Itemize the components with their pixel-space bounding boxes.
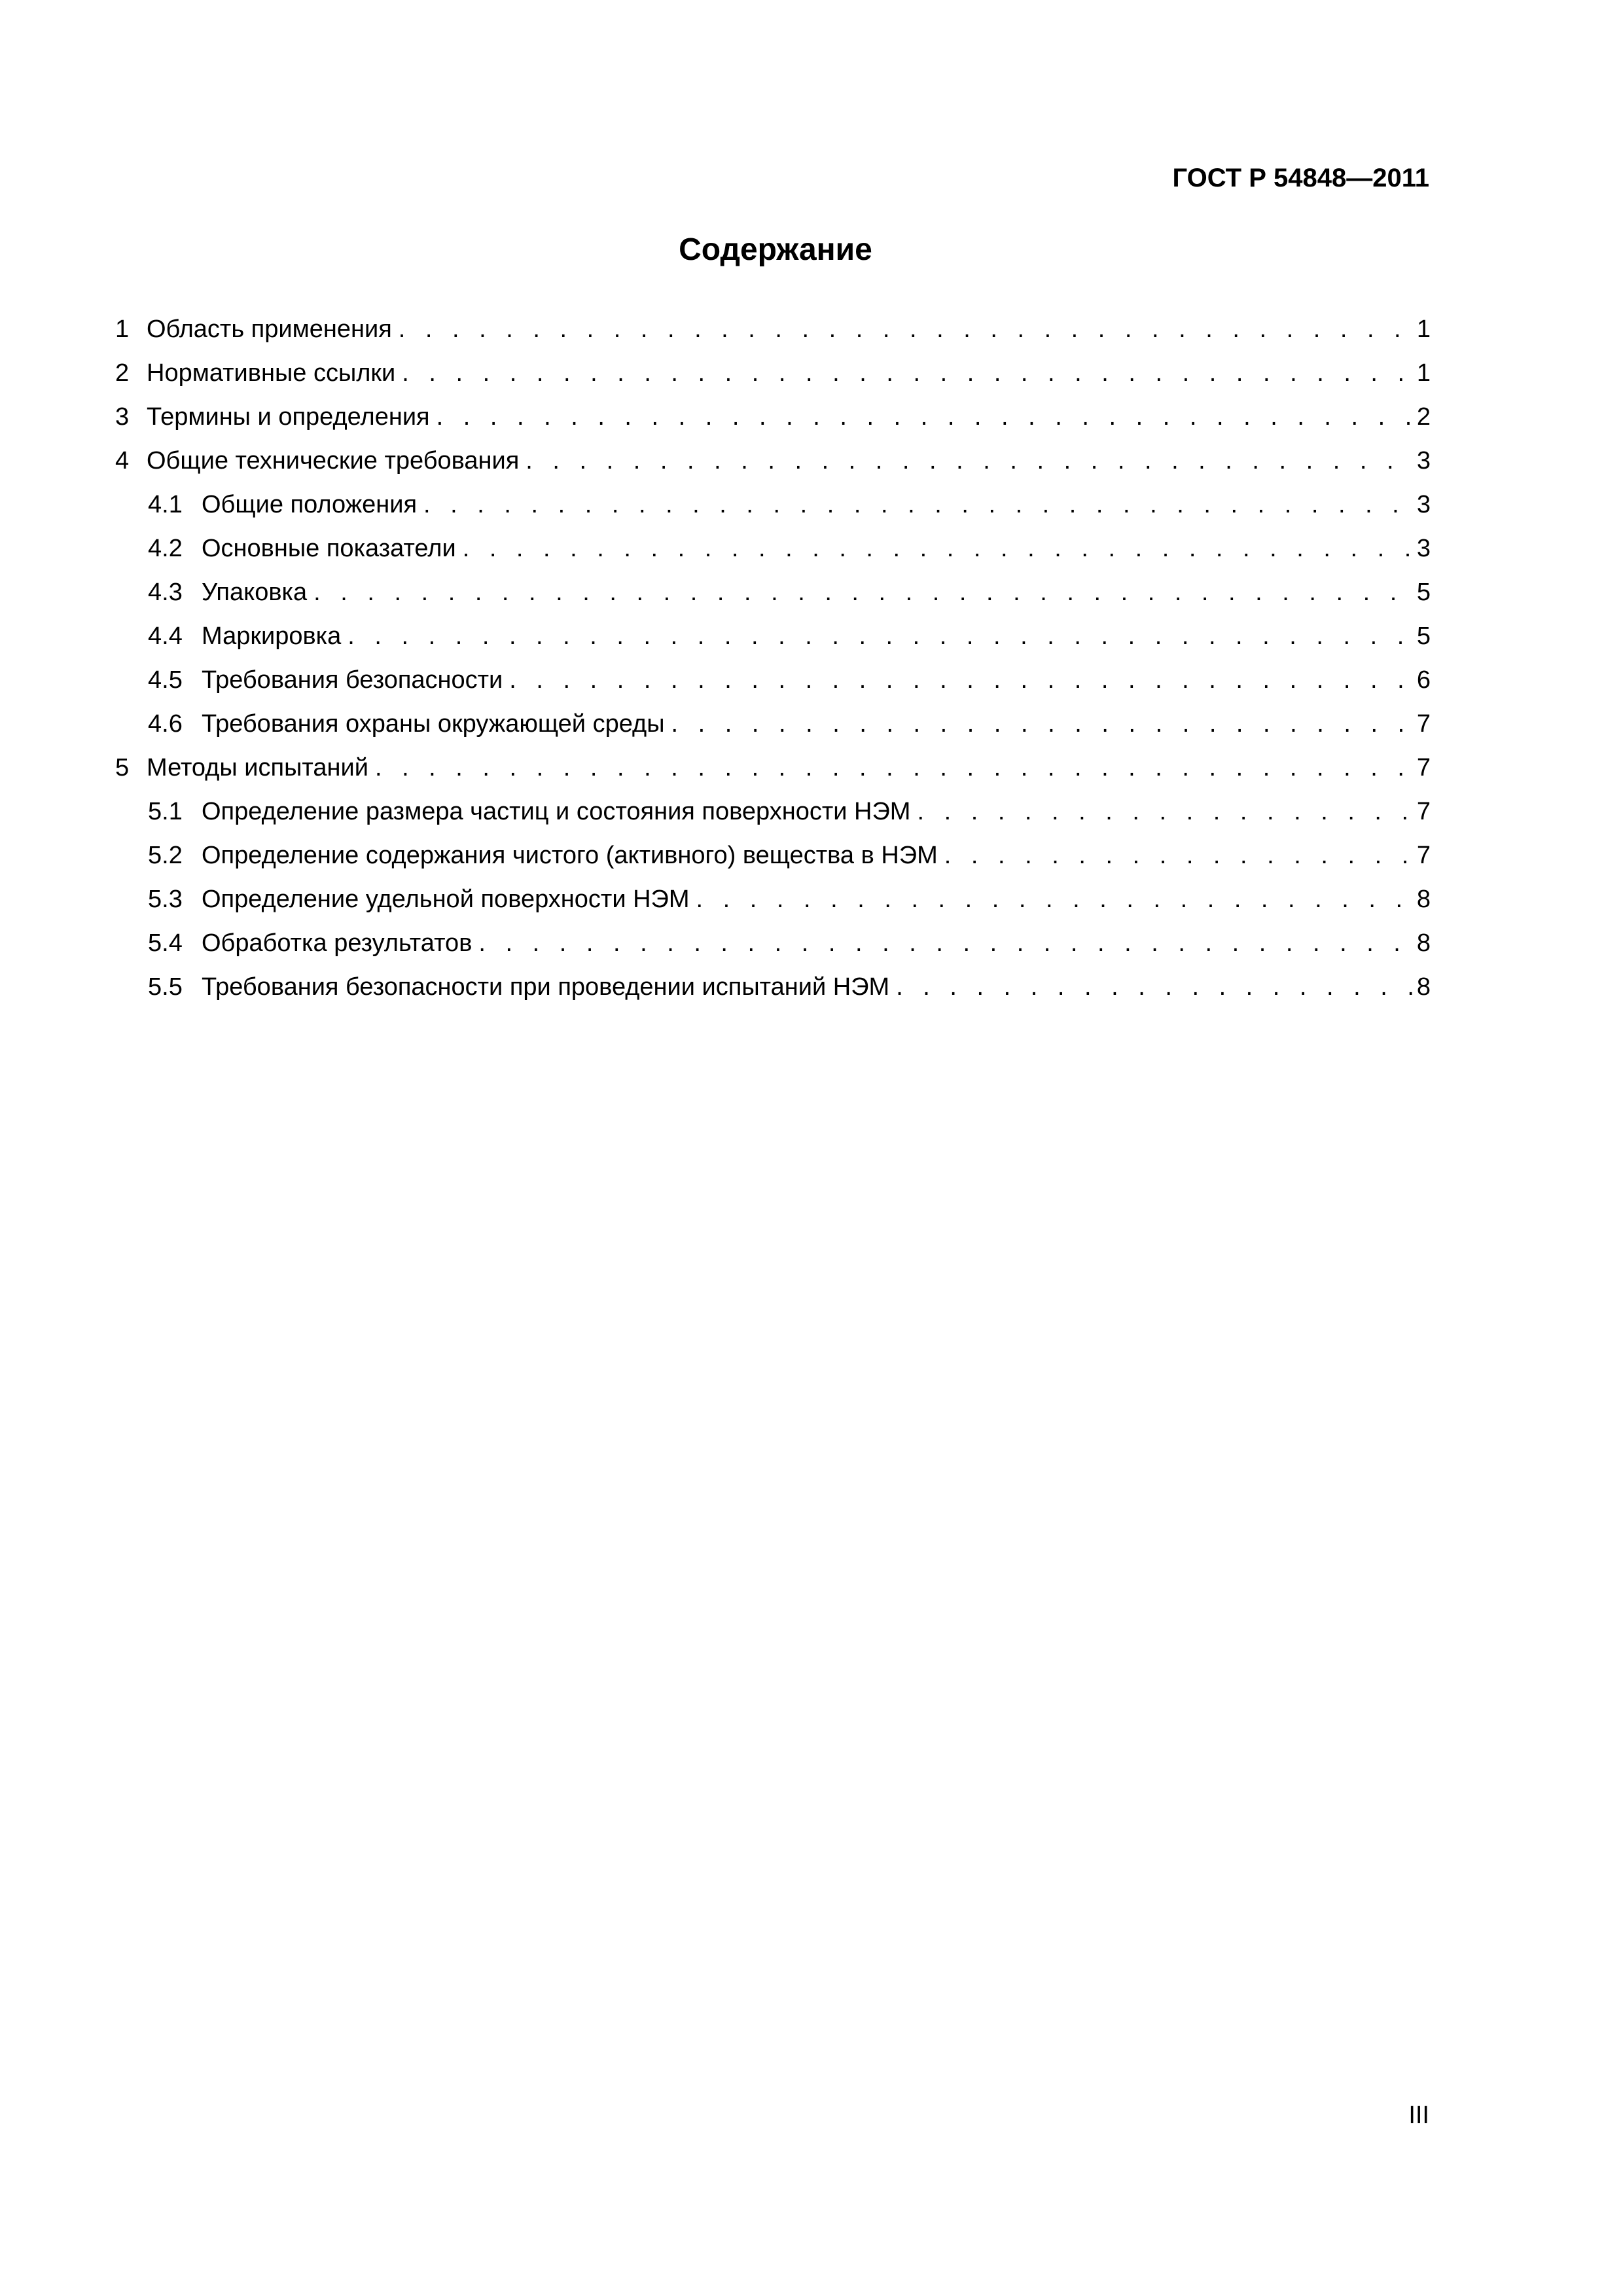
toc-entry-title: Область применения bbox=[147, 315, 392, 343]
toc-entry-title: Основные показатели bbox=[202, 535, 456, 562]
toc-entry-number: 5.3 bbox=[148, 886, 183, 913]
toc-leader-dots bbox=[896, 965, 1412, 1009]
toc-entry-5-5[interactable] bbox=[115, 965, 1431, 1009]
toc-entry-4-3[interactable] bbox=[115, 571, 1431, 615]
toc-entry-number: 4 bbox=[115, 447, 130, 475]
page-number: III bbox=[1408, 2102, 1429, 2129]
toc-leader-dots bbox=[526, 439, 1412, 483]
toc-entry-5-2[interactable] bbox=[115, 834, 1431, 878]
toc-entry-page: 5 bbox=[1416, 622, 1431, 650]
toc-leader-dots bbox=[313, 571, 1412, 615]
toc-leader-dots bbox=[944, 834, 1412, 878]
toc-entry-3[interactable] bbox=[115, 395, 1431, 439]
toc-title: Содержание bbox=[679, 232, 872, 267]
table-of-contents bbox=[115, 308, 1431, 1009]
toc-entry-4[interactable] bbox=[115, 439, 1431, 483]
toc-entry-page: 1 bbox=[1416, 315, 1431, 343]
toc-entry-page: 1 bbox=[1416, 359, 1431, 387]
toc-leader-dots bbox=[696, 878, 1412, 922]
toc-entry-4-1[interactable] bbox=[115, 483, 1431, 527]
toc-entry-4-6[interactable] bbox=[115, 702, 1431, 746]
toc-leader-dots bbox=[437, 395, 1412, 439]
toc-entry-title: Маркировка bbox=[202, 622, 342, 650]
toc-entry-page: 7 bbox=[1416, 798, 1431, 825]
toc-leader-dots bbox=[917, 790, 1412, 834]
toc-entry-page: 7 bbox=[1416, 710, 1431, 738]
toc-entry-title: Требования охраны окружающей среды bbox=[202, 710, 665, 738]
toc-entry-1[interactable] bbox=[115, 308, 1431, 351]
toc-entry-number: 5.4 bbox=[148, 929, 183, 957]
toc-entry-title: Обработка результатов bbox=[202, 929, 473, 957]
toc-entry-title: Требования безопасности при проведении испытаний НЭМ bbox=[202, 973, 890, 1001]
toc-entry-4-2[interactable] bbox=[115, 527, 1431, 571]
toc-entry-page: 3 bbox=[1416, 491, 1431, 518]
toc-leader-dots bbox=[348, 615, 1412, 658]
toc-entry-title: Термины и определения bbox=[147, 403, 430, 431]
toc-entry-title: Упаковка bbox=[202, 579, 308, 606]
toc-entry-number: 4.4 bbox=[148, 622, 183, 650]
toc-entry-2[interactable] bbox=[115, 351, 1431, 395]
toc-entry-page: 8 bbox=[1416, 886, 1431, 913]
toc-leader-dots bbox=[671, 702, 1412, 746]
toc-entry-page: 6 bbox=[1416, 666, 1431, 694]
toc-leader-dots bbox=[423, 483, 1412, 527]
toc-entry-title: Нормативные ссылки bbox=[147, 359, 396, 387]
toc-entry-number: 5.5 bbox=[148, 973, 183, 1001]
toc-entry-title: Общие положения bbox=[202, 491, 418, 518]
toc-entry-page: 7 bbox=[1416, 842, 1431, 869]
toc-entry-title: Методы испытаний bbox=[147, 754, 368, 781]
toc-entry-page: 2 bbox=[1416, 403, 1431, 431]
toc-entry-5[interactable] bbox=[115, 746, 1431, 790]
toc-entry-5-4[interactable] bbox=[115, 922, 1431, 965]
toc-entry-4-4[interactable] bbox=[115, 615, 1431, 658]
toc-entry-number: 4.1 bbox=[148, 491, 183, 518]
toc-entry-number: 1 bbox=[115, 315, 130, 343]
toc-entry-number: 4.5 bbox=[148, 666, 183, 694]
toc-entry-page: 8 bbox=[1416, 929, 1431, 957]
toc-entry-5-1[interactable] bbox=[115, 790, 1431, 834]
toc-entry-page: 5 bbox=[1416, 579, 1431, 606]
document-code: ГОСТ Р 54848—2011 bbox=[1172, 164, 1429, 192]
toc-entry-page: 3 bbox=[1416, 535, 1431, 562]
toc-entry-number: 5.2 bbox=[148, 842, 183, 869]
toc-entry-number: 2 bbox=[115, 359, 130, 387]
toc-entry-title: Определение размера частиц и состояния поверхности НЭМ bbox=[202, 798, 911, 825]
toc-entry-number: 4.2 bbox=[148, 535, 183, 562]
toc-entry-title: Определение содержания чистого (активного) вещества в НЭМ bbox=[202, 842, 938, 869]
toc-entry-5-3[interactable] bbox=[115, 878, 1431, 922]
toc-entry-number: 3 bbox=[115, 403, 130, 431]
toc-leader-dots bbox=[478, 922, 1412, 965]
toc-leader-dots bbox=[399, 308, 1412, 351]
toc-entry-page: 3 bbox=[1416, 447, 1431, 475]
toc-leader-dots bbox=[375, 746, 1412, 790]
toc-entry-number: 4.3 bbox=[148, 579, 183, 606]
toc-leader-dots bbox=[463, 527, 1412, 571]
toc-entry-title: Общие технические требования bbox=[147, 447, 520, 475]
toc-entry-page: 7 bbox=[1416, 754, 1431, 781]
toc-entry-page: 8 bbox=[1416, 973, 1431, 1001]
toc-entry-number: 4.6 bbox=[148, 710, 183, 738]
toc-entry-number: 5 bbox=[115, 754, 130, 781]
toc-leader-dots bbox=[509, 658, 1412, 702]
toc-entry-title: Требования безопасности bbox=[202, 666, 503, 694]
toc-leader-dots bbox=[402, 351, 1412, 395]
toc-entry-title: Определение удельной поверхности НЭМ bbox=[202, 886, 690, 913]
toc-entry-number: 5.1 bbox=[148, 798, 183, 825]
toc-entry-4-5[interactable] bbox=[115, 658, 1431, 702]
